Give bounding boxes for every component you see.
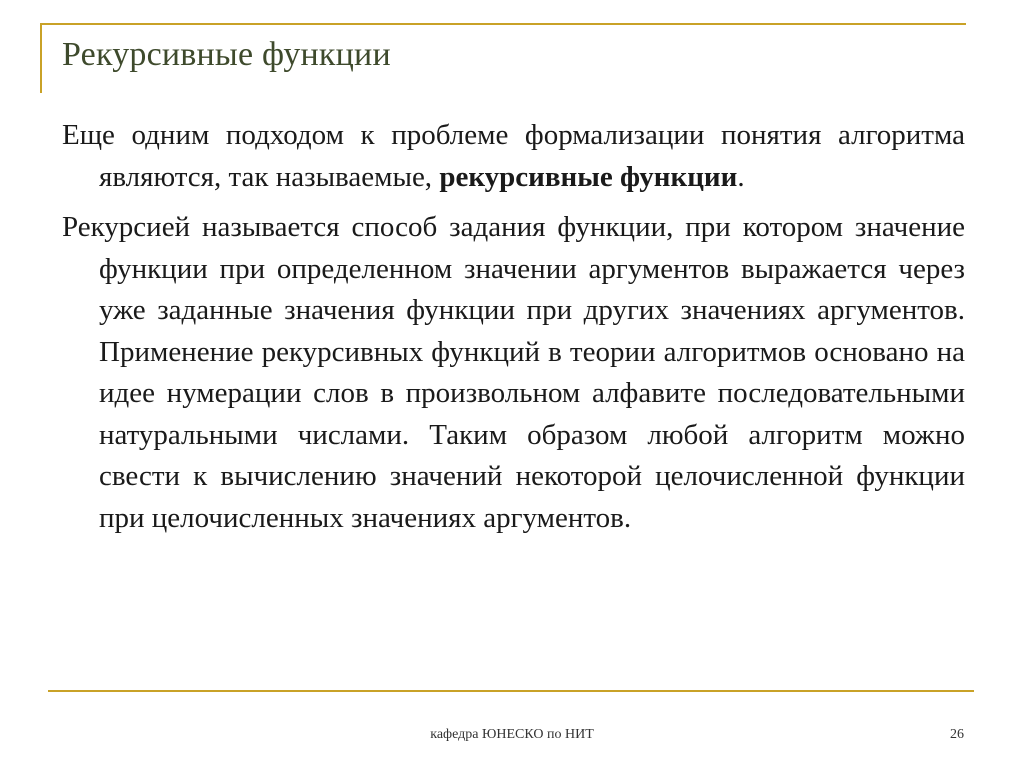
- slide-body: [62, 115, 965, 548]
- slide-title: Рекурсивные функции: [62, 36, 391, 73]
- paragraph-recursive-functions-intro: [62, 115, 965, 198]
- footer-rule: [48, 690, 974, 692]
- page-number: 26: [950, 727, 964, 742]
- title-top-rule: [40, 23, 966, 25]
- footer-department: кафедра ЮНЕСКО по НИТ: [430, 727, 594, 742]
- title-left-rule: [40, 23, 42, 93]
- paragraph-recursion-definition: Рекурсией называется способ задания функции, при котором значение функции при определенном значении аргументов выражается через уже заданные значения функции при других значениях аргументов. Применение рекурсивных функций в теории алгоритмов основано на идее нумерации слов в произвольном алфавите последовательными натуральными числами. Таким образом любой алгоритм можно свести к вычислению значений некоторой целочисленной функции при целочисленных значениях аргументов.: [62, 211, 965, 534]
- paragraph-1-text: Еще одним подходом к проблеме формализации понятия алгоритма являются, так называемые,: [62, 119, 965, 193]
- paragraph-1-bold-term: рекурсивные функции: [439, 160, 738, 193]
- paragraph-1-end: .: [737, 160, 745, 193]
